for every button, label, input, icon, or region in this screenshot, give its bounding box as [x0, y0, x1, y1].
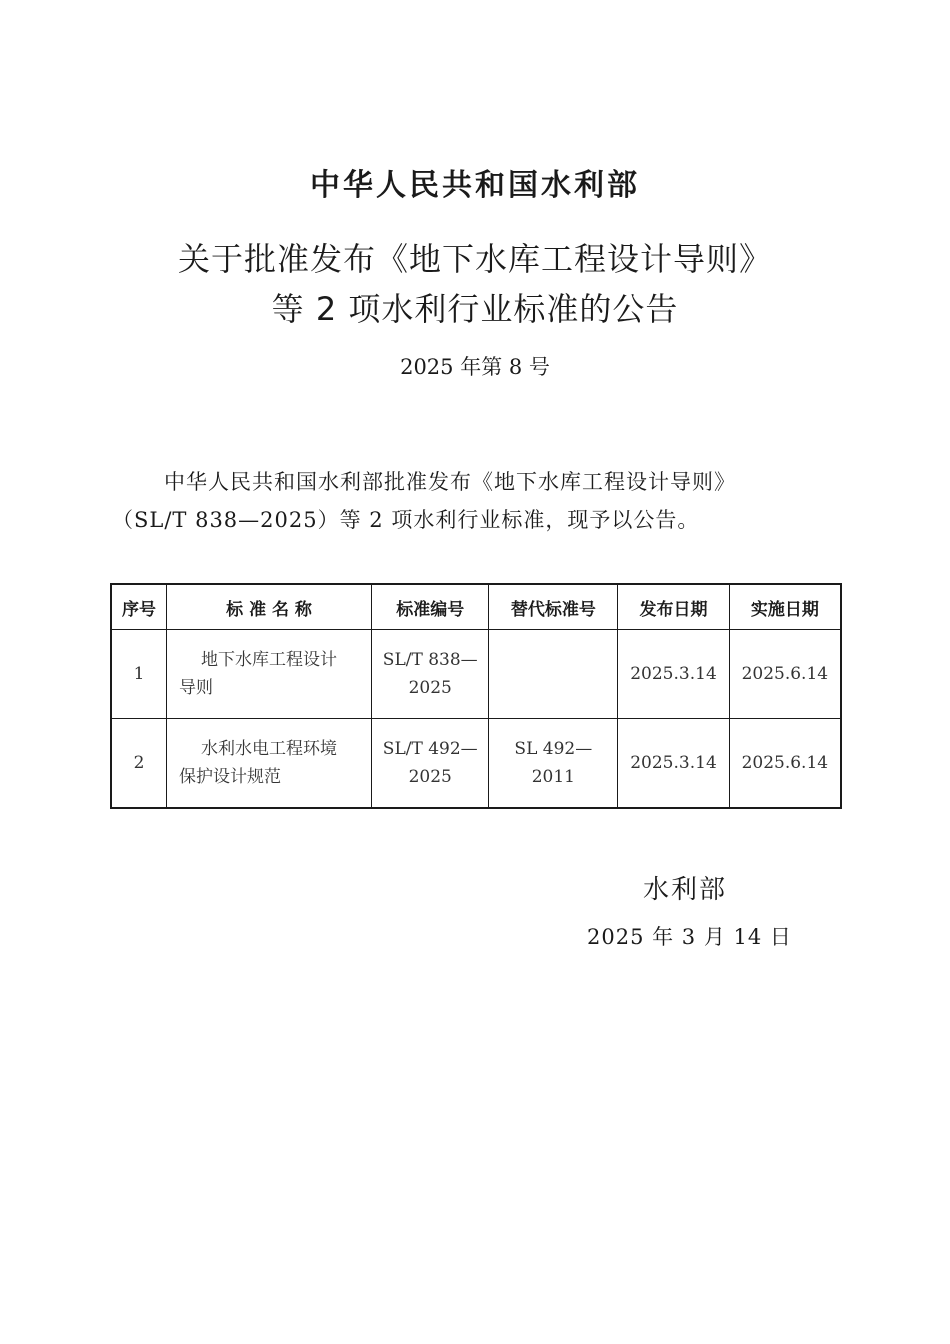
announcement-body — [112, 463, 847, 539]
cell-name — [166, 719, 371, 809]
cell-seq: 1 — [111, 630, 166, 719]
cell-implement-date: 2025.6.14 — [729, 630, 841, 719]
title-line-1: 关于批准发布《地下水库工程设计导则》 — [177, 240, 772, 278]
header-replaced: 替代标准号 — [489, 584, 618, 630]
standards-table — [110, 583, 842, 809]
cell-code — [372, 719, 489, 809]
cell-name-line-1: 水利水电工程环境 — [200, 739, 337, 759]
table-header-row — [111, 584, 841, 630]
cell-implement-date: 2025.6.14 — [729, 719, 841, 809]
header-seq: 序号 — [111, 584, 166, 630]
header-publish-date: 发布日期 — [618, 584, 729, 630]
table-row — [111, 630, 841, 719]
document-number: 2025 年第 8 号 — [400, 355, 550, 379]
cell-seq: 2 — [111, 719, 166, 809]
cell-name — [166, 630, 371, 719]
cell-name-line-2: 导则 — [178, 678, 213, 698]
cell-code-line-2: 2025 — [408, 678, 452, 698]
table-row — [111, 719, 841, 809]
cell-name-line-2: 保护设计规范 — [178, 767, 281, 787]
header-code: 标准编号 — [372, 584, 489, 630]
cell-code-line-1: SL/T 492— — [382, 739, 478, 759]
cell-publish-date: 2025.3.14 — [618, 630, 729, 719]
announcement-title — [0, 234, 950, 334]
body-line-2: （SL/T 838—2025）等 2 项水利行业标准，现予以公告。 — [112, 508, 700, 532]
header-name: 标 准 名 称 — [166, 584, 371, 630]
header-implement-date: 实施日期 — [729, 584, 841, 630]
cell-replaced: SL 492—2011 — [489, 719, 618, 809]
signature-date: 2025 年 3 月 14 日 — [587, 925, 792, 949]
cell-name-line-1: 地下水库工程设计 — [200, 650, 337, 670]
body-line-1: 中华人民共和国水利部批准发布《地下水库工程设计导则》 — [164, 470, 736, 494]
cell-publish-date: 2025.3.14 — [618, 719, 729, 809]
issuer-title: 中华人民共和国水利部 — [310, 168, 640, 203]
title-line-2: 等 2 项水利行业标准的公告 — [271, 290, 679, 328]
cell-code-line-2: 2025 — [408, 767, 452, 787]
cell-replaced — [489, 630, 618, 719]
signature-org: 水利部 — [643, 875, 728, 905]
cell-code — [372, 630, 489, 719]
cell-code-line-1: SL/T 838— — [382, 650, 478, 670]
